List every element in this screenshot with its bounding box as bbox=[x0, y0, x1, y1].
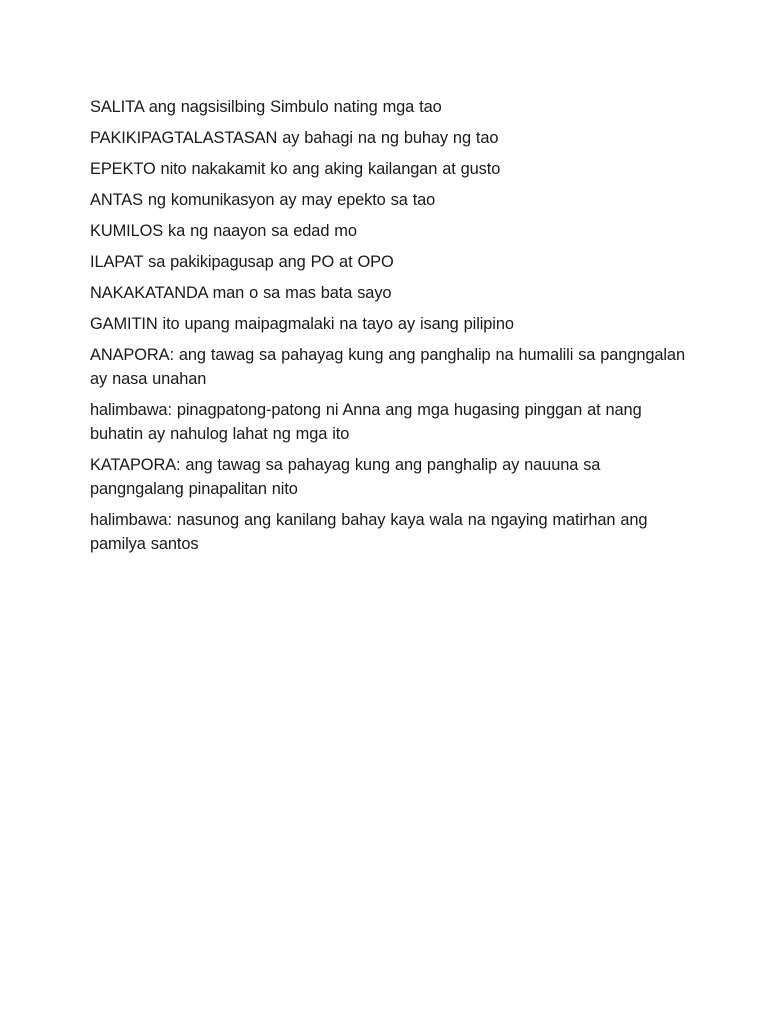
paragraph-anapora-definition: ANAPORA: ang tawag sa pahayag kung ang panghalip na humalili sa pangngalan ay nasa unahan bbox=[90, 346, 685, 388]
paragraph-nakakatanda: NAKAKATANDA man o sa mas bata sayo bbox=[90, 284, 392, 302]
paragraph-antas: ANTAS ng komunikasyon ay may epekto sa tao bbox=[90, 191, 436, 209]
paragraph-epekto: EPEKTO nito nakakamit ko ang aking kailangan at gusto bbox=[90, 160, 501, 178]
paragraph-katapora-definition: KATAPORA: ang tawag sa pahayag kung ang panghalip ay nauuna sa pangngalang pinapalitan nito bbox=[90, 456, 601, 498]
paragraph-kumilos: KUMILOS ka ng naayon sa edad mo bbox=[90, 222, 357, 240]
document-body bbox=[90, 95, 690, 563]
paragraph-pakikipagtalastasan: PAKIKIPAGTALASTASAN ay bahagi na ng buhay ng tao bbox=[90, 129, 499, 147]
paragraph-gamitin: GAMITIN ito upang maipagmalaki na tayo ay isang pilipino bbox=[90, 315, 514, 333]
paragraph-anapora-example: halimbawa: pinagpatong-patong ni Anna ang mga hugasing pinggan at nang buhatin ay nahulog lahat ng mga ito bbox=[90, 401, 642, 443]
paragraph-ilapat: ILAPAT sa pakikipagusap ang PO at OPO bbox=[90, 253, 394, 271]
paragraph-katapora-example: halimbawa: nasunog ang kanilang bahay kaya wala na ngaying matirhan ang pamilya santos bbox=[90, 511, 648, 553]
paragraph-salita: SALITA ang nagsisilbing Simbulo nating mga tao bbox=[90, 98, 442, 116]
